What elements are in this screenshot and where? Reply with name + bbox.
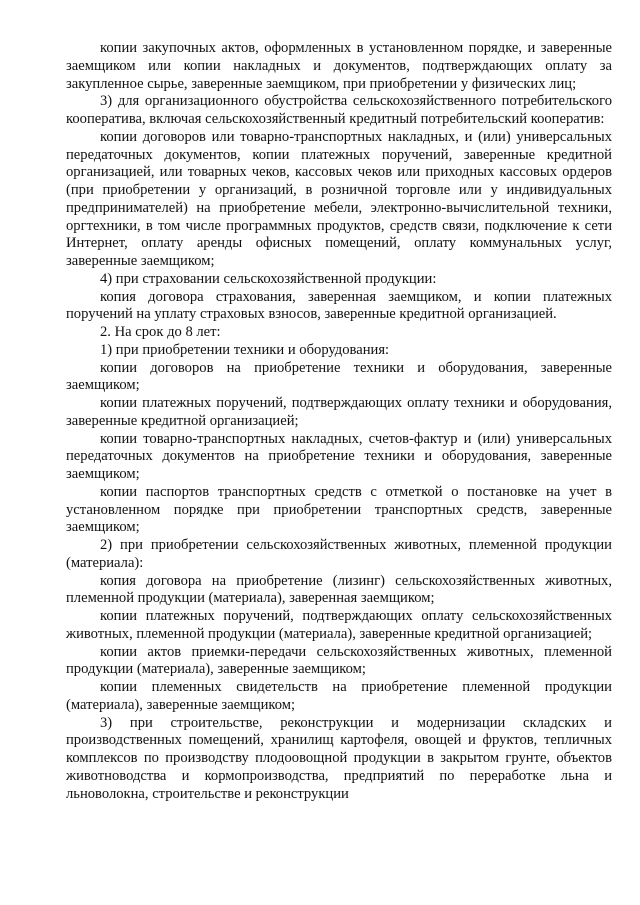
paragraph: копии актов приемки-передачи сельскохозяйственных животных, племенной продукции (материала), заверенные заемщиком;	[66, 643, 612, 678]
paragraph: копии договоров на приобретение техники и оборудования, заверенные заемщиком;	[66, 359, 612, 394]
paragraph: копии паспортов транспортных средств с отметкой о постановке на учет в установленном порядке при приобретении транспортных средств, заверенные заемщиком;	[66, 483, 612, 536]
paragraph: копии племенных свидетельств на приобретение племенной продукции (материала), заверенные заемщиком;	[66, 679, 612, 713]
paragraph: копии товарно-транспортных накладных, счетов-фактур и (или) универсальных передаточных документов на приобретение техники и оборудования, заверенные заемщиком;	[66, 430, 612, 482]
paragraph: копия договора на приобретение (лизинг) сельскохозяйственных животных, племенной продукции (материала), заверенная заемщиком;	[66, 572, 612, 607]
paragraph: копия договора страхования, заверенная заемщиком, и копии платежных поручений на уплату страховых взносов, заверенные кредитной организацией.	[66, 288, 612, 323]
paragraph: 2. На срок до 8 лет:	[100, 324, 221, 340]
paragraph: копии платежных поручений, подтверждающих оплату техники и оборудования, заверенные кредитной организацией;	[66, 395, 612, 429]
paragraph: копии платежных поручений, подтверждающих оплату сельскохозяйственных животных, племенной продукции (материала), заверенные кредитной организацией;	[66, 608, 612, 642]
paragraph: копии закупочных актов, оформленных в установленном порядке, и заверенные заемщиком или копии накладных и документов, подтверждающих оплату за закупленное сырье, заверенные заемщиком, при приобретении у физических лиц;	[66, 40, 612, 92]
paragraph: копии договоров или товарно-транспортных накладных, и (или) универсальных передаточных документов, копии платежных поручений, заверенные кредитной организацией, или товарных чеков, кассовых чеков или приходных кассовых ордеров (при приобретении у организаций, в розничной торговле или у индивидуальных предпринимателей) на приобретение мебели, электронно-вычислительной техники, оргтехники, в том числе программных продуктов, средств связи, подключение к сети Интернет, оплату аренды офисных помещений, оплату коммунальных услуг, заверенные заемщиком;	[66, 128, 612, 269]
paragraph: 1) при приобретении техники и оборудования:	[100, 341, 390, 358]
paragraph: 2) при приобретении сельскохозяйственных животных, племенной продукции (материала):	[66, 537, 612, 571]
paragraph: 3) для организационного обустройства сельскохозяйственного потребительского кооператива, включая сельскохозяйственный кредитный потребительский кооператив:	[66, 93, 612, 127]
paragraph: 3) при строительстве, реконструкции и модернизации складских и производственных помещений, хранилищ картофеля, овощей и фруктов, тепличных комплексов по производству плодоовощной продукции в закрытом грунте, объектов животноводства и кормопроизводства, предприятий по переработке льна и льноволокна, строительстве и реконструкции	[66, 714, 612, 802]
paragraph: 4) при страховании сельскохозяйственной продукции:	[100, 270, 437, 287]
document-page	[66, 40, 612, 803]
